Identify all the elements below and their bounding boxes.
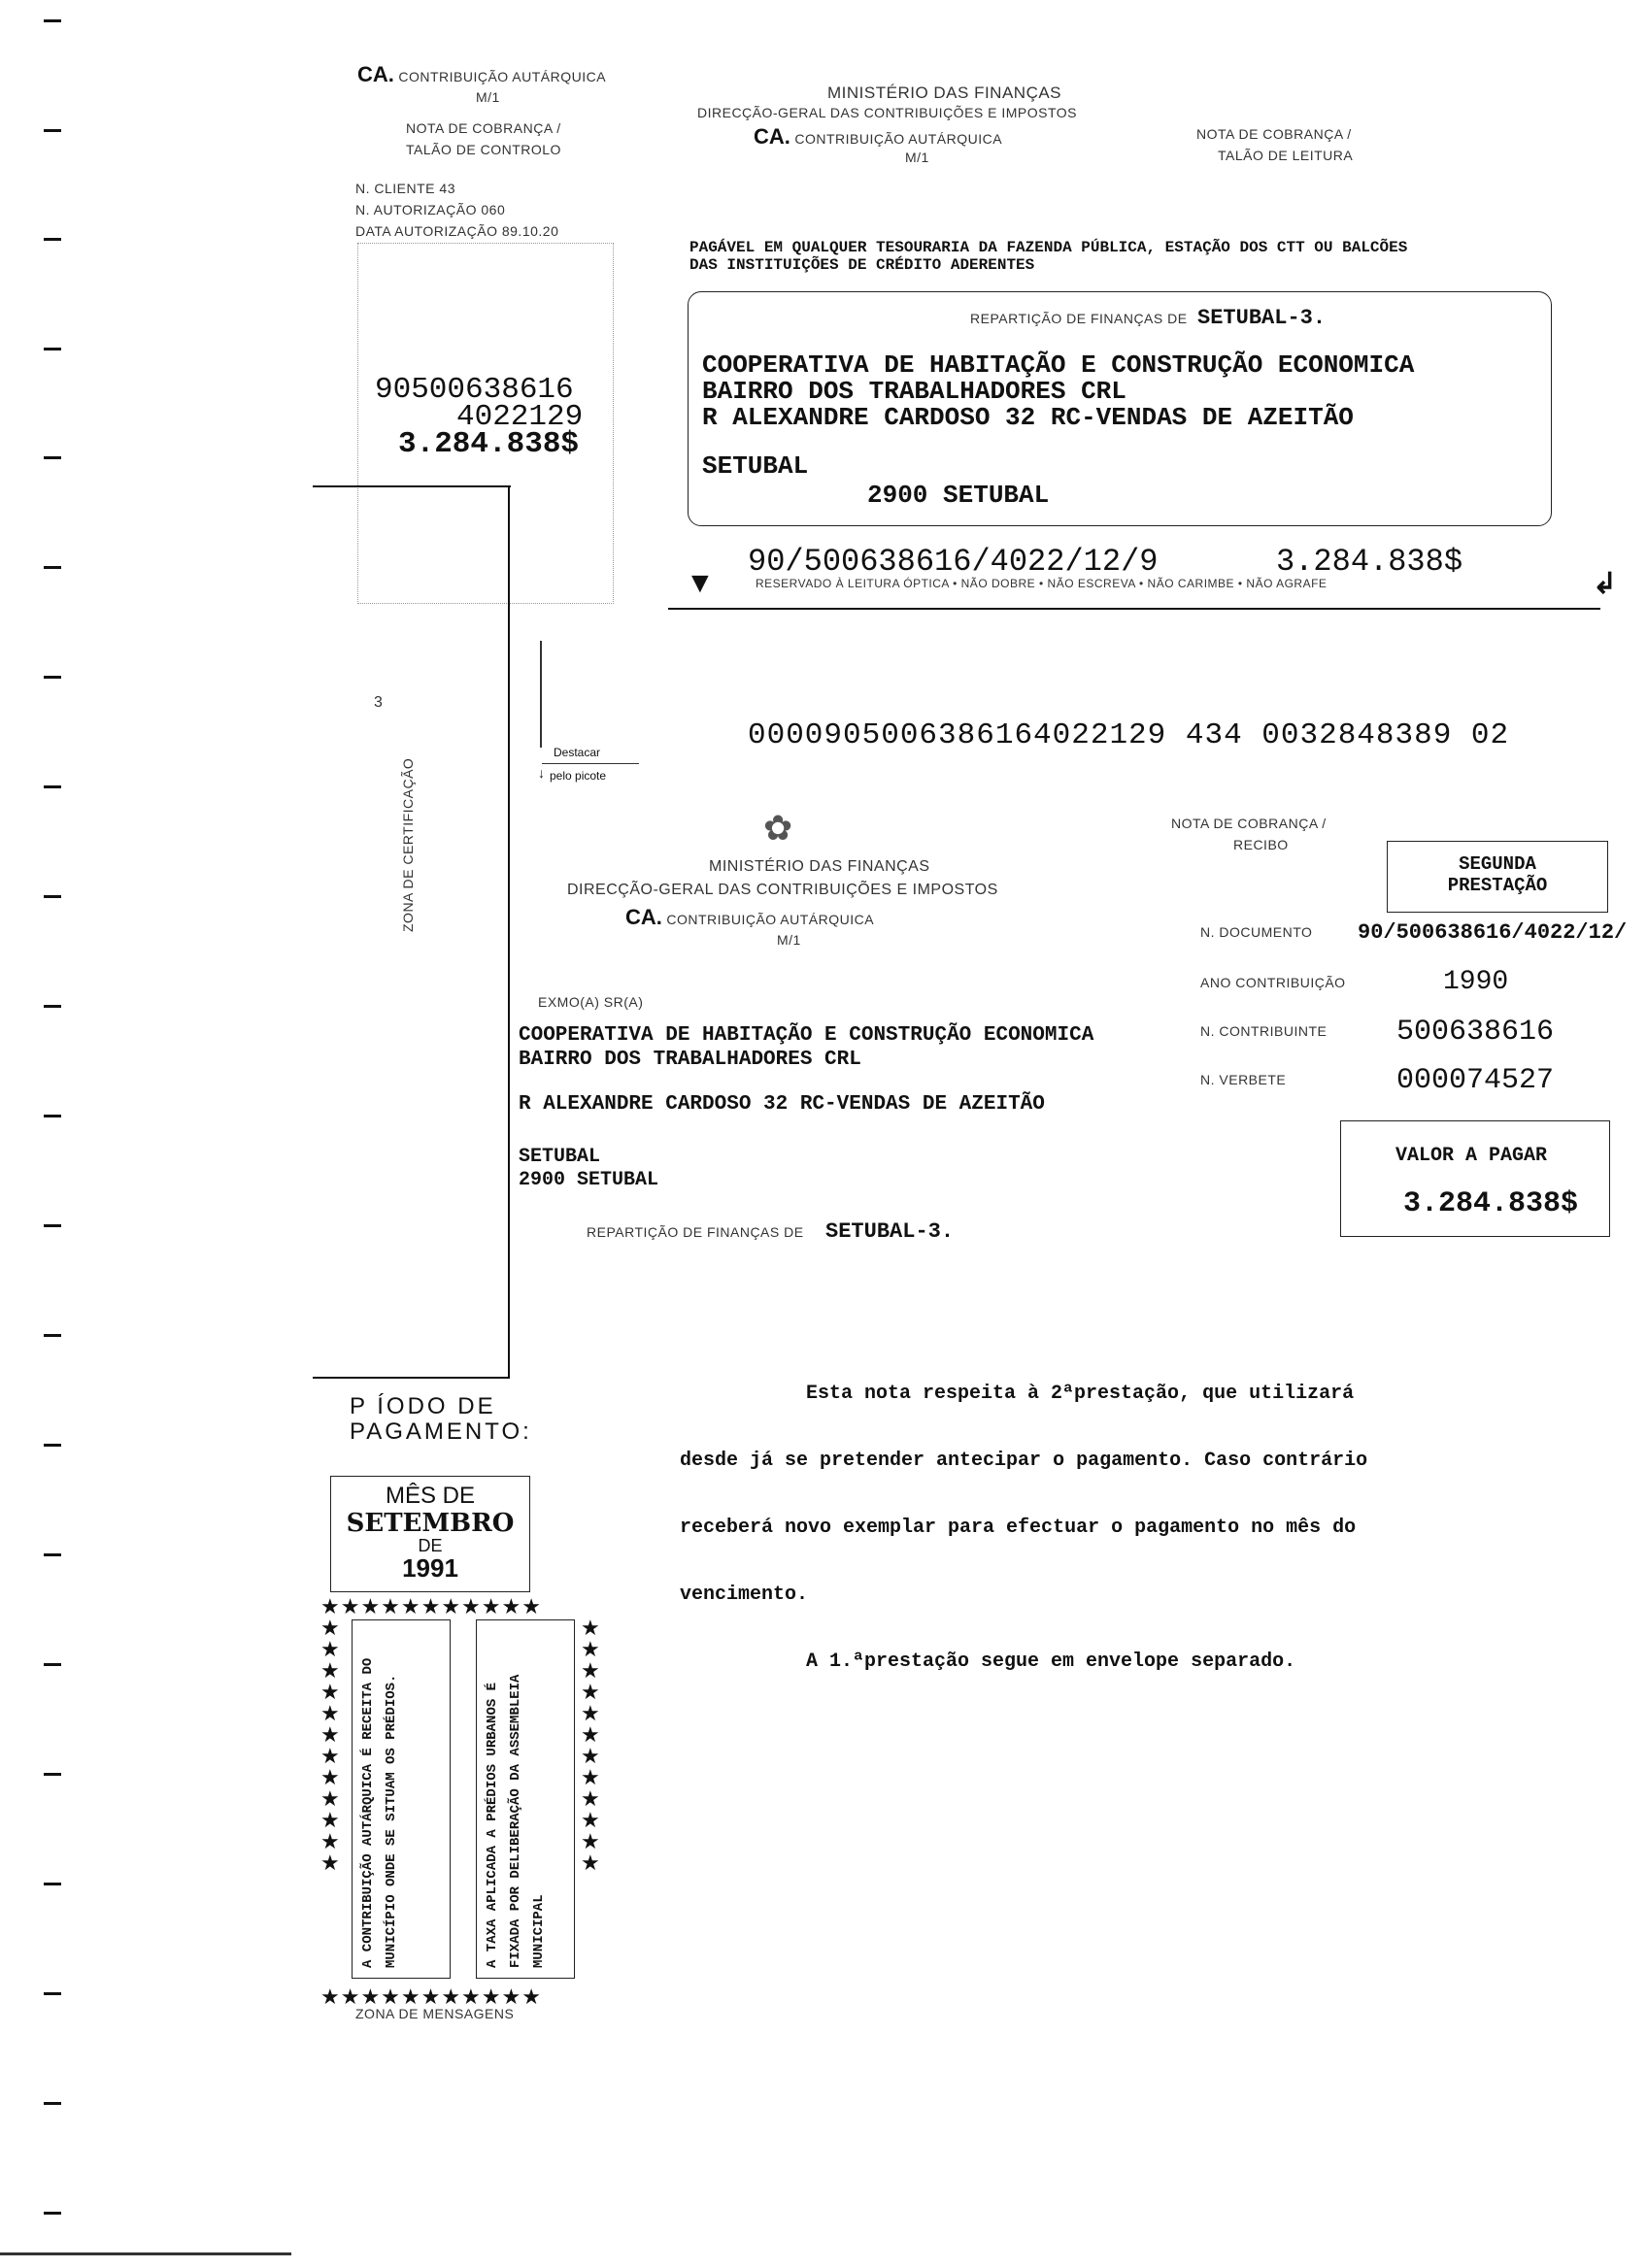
receipt-doc-type: NOTA DE COBRANÇA /	[1171, 816, 1327, 831]
stub-doc-type: NOTA DE COBRANÇA /	[406, 120, 561, 136]
msg-left-text: A CONTRIBUIÇÃO AUTÁRQUICA É RECEITA DO MUNICÍPIO ONDE SE SITUAM OS PRÉDIOS.	[360, 1657, 399, 1968]
stub-line-top	[313, 485, 511, 487]
top-brand-text: CONTRIBUIÇÃO AUTÁRQUICA	[794, 131, 1003, 147]
top-brand-row	[754, 124, 1002, 150]
field-value-contribuinte: 500638616	[1396, 1016, 1555, 1049]
zona-mensagens: ZONA DE MENSAGENS	[355, 2006, 515, 2021]
stub-data-autorizacao: DATA AUTORIZAÇÃO 89.10.20	[355, 223, 559, 239]
top-reparticao-value: SETUBAL-3.	[1197, 306, 1327, 330]
field-label-verbete: N. VERBETE	[1200, 1072, 1287, 1087]
tear-line	[668, 608, 1600, 610]
top-model: M/1	[905, 150, 929, 165]
star-border-top: ★★★★★★★★★★★	[320, 1594, 542, 1618]
cert-number: 3	[374, 694, 383, 711]
destacar-sublabel: pelo picote	[550, 769, 607, 783]
ca-logo: CA.	[357, 62, 394, 86]
valor-box	[1340, 1120, 1610, 1237]
destacar-arrow-icon: ↓	[538, 765, 545, 781]
destacar-line	[542, 763, 639, 764]
top-addressee	[702, 352, 1414, 431]
mes-label: MÊS DE	[385, 1483, 475, 1509]
stub-line-right	[508, 485, 510, 1379]
receipt-doc-subtype: RECIBO	[1233, 837, 1289, 852]
arrow-down-icon: ▼	[686, 567, 715, 599]
field-label-contribuinte: N. CONTRIBUINTE	[1200, 1023, 1328, 1039]
valor-label: VALOR A PAGAR	[1395, 1145, 1548, 1167]
note-line-3: receberá novo exemplar para efectuar o pagamento no mês do	[680, 1517, 1357, 1539]
note-line-5: A 1.ªprestação segue em envelope separado.	[806, 1651, 1296, 1673]
receipt-reparticao-value: SETUBAL-3.	[825, 1219, 955, 1244]
top-reparticao	[970, 306, 1326, 330]
periodo-label-line-1: P ÍODO DE	[350, 1393, 496, 1419]
mes-de: DE	[418, 1536, 443, 1555]
star-border-bottom: ★★★★★★★★★★★	[320, 1984, 542, 2009]
ocr-line: 0000905006386164022129 434 0032848389 02	[748, 718, 1510, 752]
top-reparticao-label: REPARTIÇÃO DE FINANÇAS DE	[970, 311, 1188, 326]
star-border-right: ★ ★ ★ ★ ★ ★ ★ ★ ★ ★ ★ ★	[581, 1616, 601, 1875]
msg-right-text: A TAXA APLICADA A PRÉDIOS URBANOS É FIXADA POR DELIBERAÇÃO DA ASSEMBLEIA MUNICIPAL	[485, 1674, 547, 1968]
receipt-direccao: DIRECÇÃO-GERAL DAS CONTRIBUIÇÕES E IMPOSTOS	[567, 882, 998, 898]
stub-code-1: 90500638616	[375, 373, 574, 407]
field-value-verbete: 000074527	[1396, 1064, 1555, 1097]
top-address: R ALEXANDRE CARDOSO 32 RC-VENDAS DE AZEITÃO	[702, 403, 1354, 432]
receipt-brand-text: CONTRIBUIÇÃO AUTÁRQUICA	[666, 912, 875, 927]
stub-cliente: N. CLIENTE 43	[355, 181, 455, 196]
valor-amount: 3.284.838$	[1403, 1187, 1579, 1220]
mes-ano: 1991	[402, 1553, 458, 1583]
receipt-model: M/1	[777, 932, 801, 948]
receipt-brand-row	[625, 905, 874, 930]
periodo-label-line-2: PAGAMENTO:	[350, 1418, 532, 1445]
stub-model: M/1	[476, 89, 500, 105]
note-line-4: vencimento.	[680, 1584, 809, 1606]
star-border-left: ★ ★ ★ ★ ★ ★ ★ ★ ★ ★ ★ ★	[320, 1616, 341, 1875]
field-value-documento: 90/500638616/4022/12/	[1358, 920, 1628, 945]
mes-value: SETEMBRO	[346, 1509, 515, 1538]
receipt-reparticao-label: REPARTIÇÃO DE FINANÇAS DE	[587, 1224, 804, 1240]
stub-doc-subtype: TALÃO DE CONTROLO	[406, 142, 561, 157]
stub-brand-text: CONTRIBUIÇÃO AUTÁRQUICA	[398, 69, 607, 84]
emblem-icon: ✿	[763, 808, 793, 848]
field-value-ano: 1990	[1443, 967, 1509, 997]
receipt-ministry: MINISTÉRIO DAS FINANÇAS	[709, 858, 930, 875]
top-postal: 2900 SETUBAL	[867, 481, 1050, 510]
badge-line-1: SEGUNDA	[1459, 853, 1536, 875]
receipt-addressee	[519, 1023, 1093, 1072]
stub-header	[357, 62, 649, 87]
stub-autorizacao: N. AUTORIZAÇÃO 060	[355, 202, 506, 217]
receipt-ca-logo: CA.	[625, 905, 662, 929]
receipt-city: SETUBAL	[519, 1146, 601, 1168]
top-city: SETUBAL	[702, 451, 809, 481]
top-ministry: MINISTÉRIO DAS FINANÇAS	[827, 83, 1062, 102]
receipt-postal: 2900 SETUBAL	[519, 1169, 659, 1191]
top-direccao: DIRECÇÃO-GERAL DAS CONTRIBUIÇÕES E IMPOSTOS	[697, 105, 1078, 120]
badge-line-2: PRESTAÇÃO	[1447, 875, 1548, 896]
pagavel-line-1: PAGÁVEL EM QUALQUER TESOURARIA DA FAZENDA PÚBLICA, ESTAÇÃO DOS CTT OU BALCÕES	[689, 239, 1408, 256]
pagavel-line-2: DAS INSTITUIÇÕES DE CRÉDITO ADERENTES	[689, 256, 1035, 274]
exmo-label: EXMO(A) SR(A)	[538, 994, 644, 1010]
note-line-1: Esta nota respeita à 2ªprestação, que utilizará	[806, 1383, 1355, 1405]
top-amount: 3.284.838$	[1276, 544, 1463, 580]
top-reference: 90/500638616/4022/12/9	[748, 544, 1159, 580]
receipt-address: R ALEXANDRE CARDOSO 32 RC-VENDAS DE AZEITÃO	[519, 1093, 1045, 1116]
top-name-2: BAIRRO DOS TRABALHADORES CRL	[702, 377, 1126, 406]
top-name-1: COOPERATIVA DE HABITAÇÃO E CONSTRUÇÃO ECONOMICA	[702, 350, 1415, 380]
installment-badge	[1387, 841, 1608, 913]
receipt-reparticao	[587, 1219, 954, 1244]
msg-box-right	[476, 1619, 575, 1979]
note-line-2: desde já se pretender antecipar o pagamento. Caso contrário	[680, 1450, 1368, 1472]
receipt-name-1: COOPERATIVA DE HABITAÇÃO E CONSTRUÇÃO ECONOMICA	[519, 1024, 1094, 1047]
top-doc-subtype: TALÃO DE LEITURA	[1218, 148, 1354, 163]
field-label-documento: N. DOCUMENTO	[1200, 924, 1313, 940]
optical-note: RESERVADO À LEITURA ÓPTICA • NÃO DOBRE • NÃO ESCREVA • NÃO CARIMBE • NÃO AGRAFE	[756, 577, 1328, 590]
arrow-corner-icon: ↲	[1593, 568, 1618, 600]
stub-line-small	[540, 641, 542, 748]
bottom-edge-line	[0, 2252, 291, 2255]
field-label-ano: ANO CONTRIBUIÇÃO	[1200, 975, 1346, 990]
periodo-label	[350, 1394, 532, 1445]
destacar-label: Destacar	[554, 746, 601, 759]
stub-code-2: 4022129	[456, 400, 584, 434]
top-doc-type: NOTA DE COBRANÇA /	[1196, 126, 1352, 142]
receipt-note	[680, 1338, 1367, 1695]
stub-line-bottom	[313, 1377, 510, 1379]
stub-amount: 3.284.838$	[398, 427, 580, 461]
msg-box-left	[352, 1619, 451, 1979]
address-box	[688, 291, 1552, 526]
top-ca-logo: CA.	[754, 124, 790, 149]
cert-zone-label: ZONA DE CERTIFICAÇÃO	[400, 757, 416, 932]
receipt-name-2: BAIRRO DOS TRABALHADORES CRL	[519, 1049, 861, 1071]
mes-box	[330, 1476, 530, 1592]
